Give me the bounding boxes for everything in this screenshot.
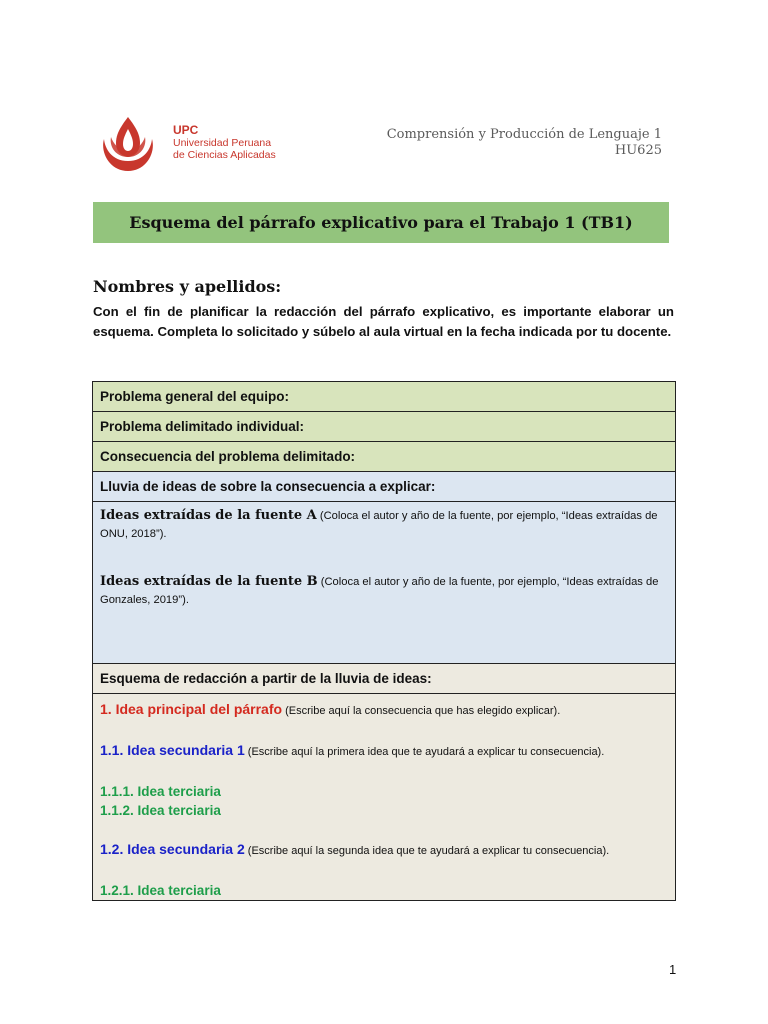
problema-delimitado-field[interactable]: Problema delimitado individual: [93,412,676,442]
idea-terciaria-111-label: 1.1.1. Idea terciaria [100,784,221,799]
row-esquema-detalle [93,694,676,901]
fuente-b-note: (Coloca el autor y año de la fuente, por ejemplo, “Ideas extraídas de Gonzales, 2019”). [100,576,659,606]
course-header [387,127,662,159]
fuente-b-block [100,573,668,609]
idea-terciaria-111 [100,782,668,801]
row-fuentes [93,502,676,664]
idea-secundaria-1-note: (Escribe aquí la primera idea que te ayudará a explicar tu consecuencia). [244,746,605,758]
document-title: Esquema del párrafo explicativo para el Trabajo 1 (TB1) [129,213,633,232]
fuente-a-block [100,507,668,543]
fuente-a-heading: Ideas extraídas de la fuente A [100,508,317,523]
idea-secundaria-1-label: 1.1. Idea secundaria 1 [100,742,245,758]
page-number: 1 [669,962,677,977]
logo-text [173,124,276,161]
lluvia-heading: Lluvia de ideas de sobre la consecuencia a explicar: [93,472,676,502]
idea-secundaria-1 [100,741,668,762]
row-problema-delimitado [93,412,676,442]
row-esquema [93,664,676,694]
fuente-a-note: (Coloca el autor y año de la fuente, por ejemplo, “Ideas extraídas de ONU, 2018”). [100,510,658,540]
idea-principal-note: (Escribe aquí la consecuencia que has elegido explicar). [282,705,561,717]
fuentes-field[interactable] [93,502,676,664]
idea-terciaria-112 [100,801,668,820]
idea-terciaria-121-label: 1.2.1. Idea terciaria [100,883,221,898]
logo-upc: UPC [173,123,199,137]
esquema-field[interactable] [93,694,676,901]
logo-line-1: Universidad Peruana [173,137,272,149]
outline-table [92,381,676,901]
idea-principal-label: 1. Idea principal del párrafo [100,701,283,717]
document-title-bar [93,202,669,243]
idea-terciaria-112-label: 1.1.2. Idea terciaria [100,803,221,818]
row-lluvia [93,472,676,502]
idea-secundaria-2-note: (Escribe aquí la segunda idea que te ayudará a explicar tu consecuencia). [244,845,610,857]
idea-secundaria-2 [100,840,668,861]
idea-terciaria-121 [100,881,668,900]
row-consecuencia [93,442,676,472]
course-name: Comprensión y Producción de Lenguaje 1 [386,127,662,142]
esquema-heading: Esquema de redacción a partir de la lluvia de ideas: [93,664,676,694]
logo-line-2: de Ciencias Aplicadas [173,149,276,161]
course-code: HU625 [614,143,662,158]
fuente-b-heading: Ideas extraídas de la fuente B [100,574,318,589]
intro-paragraph: Con el fin de planificar la redacción del párrafo explicativo, es importante elaborar un esquema. Completa lo solicitado y súbelo al aula virtual en la fecha indicada por tu docente. [93,304,674,339]
row-problema-general [93,382,676,412]
idea-principal [100,700,668,721]
names-label: Nombres y apellidos: [93,277,282,296]
idea-secundaria-2-label: 1.2. Idea secundaria 2 [100,841,245,857]
consecuencia-field[interactable]: Consecuencia del problema delimitado: [93,442,676,472]
problema-general-field[interactable]: Problema general del equipo: [93,382,676,412]
